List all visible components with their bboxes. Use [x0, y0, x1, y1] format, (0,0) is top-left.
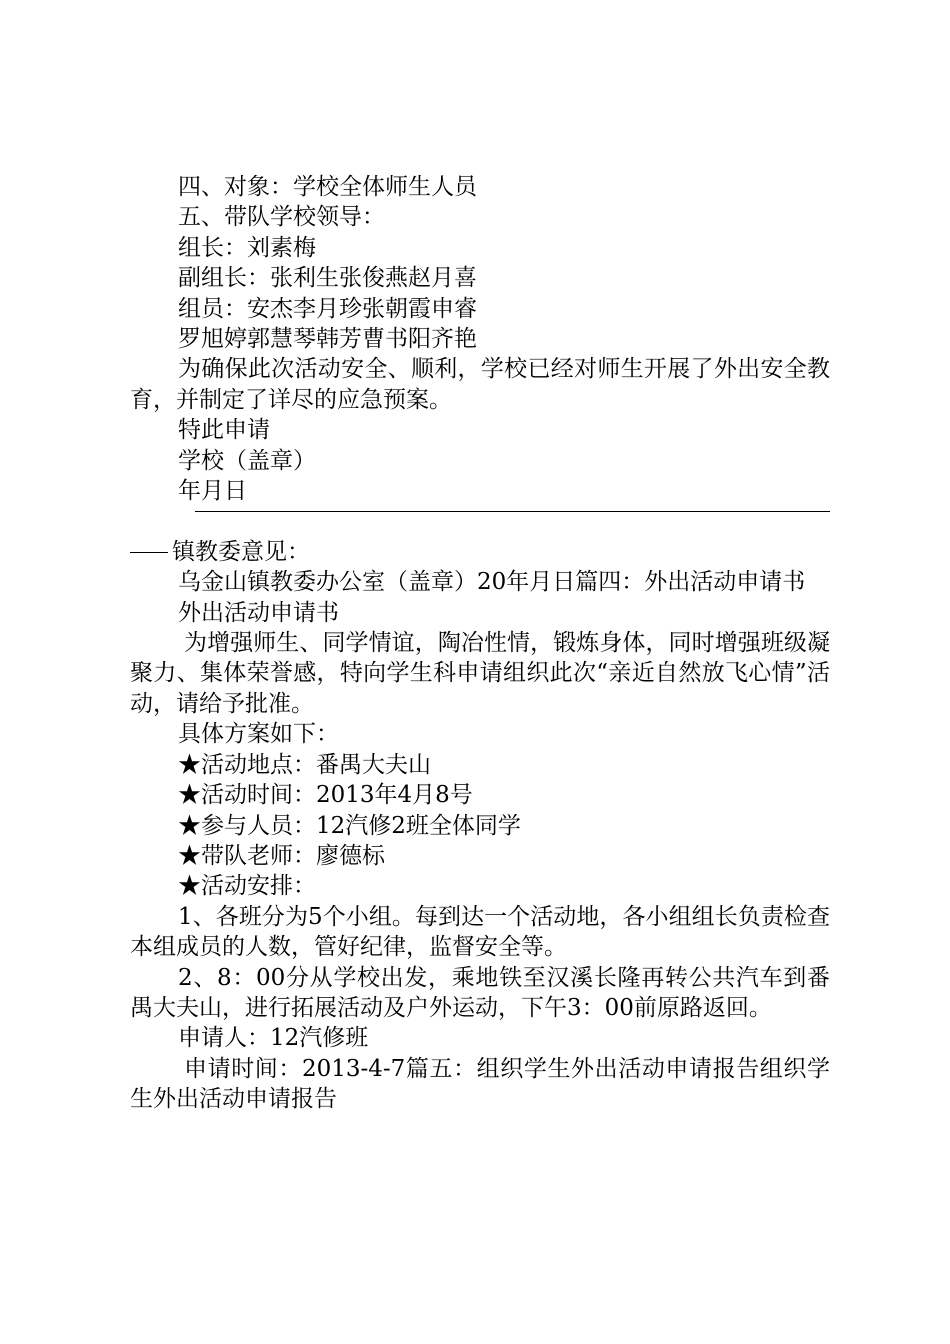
paragraph-leaders-heading: 五、带队学校领导：	[178, 204, 385, 231]
paragraph-committee-opinion	[130, 537, 830, 567]
paragraph-group-leader: 组长：刘素梅	[178, 234, 316, 261]
paragraph-school-seal: 学校（盖章）	[178, 447, 316, 474]
rule-spacer	[130, 506, 830, 536]
paragraph-date: 年月日	[178, 478, 247, 505]
item-time: ★活动时间：2013年4月8号	[178, 782, 473, 809]
paragraph-committee-seal: 乌金山镇教委办公室（盖章）20年月日篇四：外出活动申请书	[178, 569, 806, 596]
paragraph-deputy-leaders: 副组长：张利生张俊燕赵月喜	[178, 265, 477, 292]
paragraph-intro: 为增强师生、同学情谊，陶冶性情，锻炼身体，同时增强班级凝聚力、集体荣誉感，特向学生科申请组织此次“亲近自然放飞心情”活动，请给予批准。	[130, 630, 830, 717]
paragraph-members-continued: 罗旭婷郭慧琴韩芳曹书阳齐艳	[178, 326, 477, 353]
item-location: ★活动地点：番禺大夫山	[178, 751, 431, 778]
item-arrangement: ★活动安排：	[178, 873, 316, 900]
paragraph-members: 组员：安杰李月珍张朝霞申睿	[178, 295, 477, 322]
paragraph-arrangement-1: 1、各班分为5个小组。每到达一个活动地，各小组组长负责检查本组成员的人数，管好纪律，监督安全等。	[130, 903, 830, 961]
item-participants: ★参与人员：12汽修2班全体同学	[178, 812, 521, 839]
paragraph-application-time: 申请时间：2013-4-7篇五：组织学生外出活动申请报告组织学生外出活动申请报告	[130, 1055, 830, 1113]
paragraph-target: 四、对象：学校全体师生人员	[178, 174, 477, 200]
paragraph-request: 特此申请	[178, 417, 270, 444]
committee-opinion-text: 镇教委意见：	[172, 538, 310, 565]
document-body	[130, 172, 830, 1115]
paragraph-applicant: 申请人：12汽修班	[178, 1025, 369, 1052]
paragraph-plan-heading: 具体方案如下：	[178, 721, 339, 748]
section-title: 外出活动申请书	[178, 599, 339, 626]
short-rule	[130, 552, 168, 553]
item-teacher: ★带队老师：廖德标	[178, 842, 385, 869]
paragraph-arrangement-2: 2、8：00分从学校出发，乘地铁至汉溪长隆再转公共汽车到番禺大夫山，进行拓展活动及户外运动，下午3：00前原路返回。	[130, 964, 830, 1021]
paragraph-safety: 为确保此次活动安全、顺利，学校已经对师生开展了外出安全教育，并制定了详尽的应急预案。	[130, 356, 830, 413]
